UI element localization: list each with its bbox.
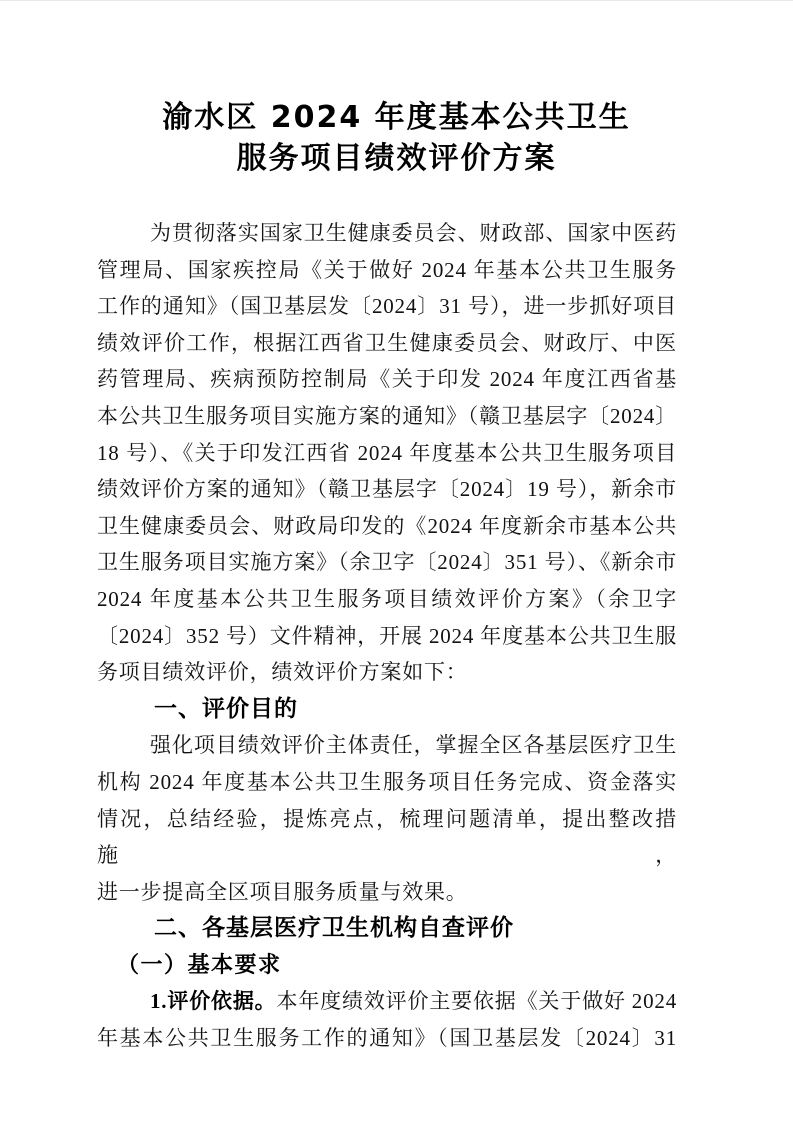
- body-line: 务项目绩效评价，绩效评价方案如下：: [97, 660, 468, 685]
- body-line: 管理局、国家疾控局《关于做好 2024 年基本公共卫生服务: [97, 257, 677, 282]
- body-line: 〔2024〕352 号）文件精神，开展 2024 年度基本公共卫生服: [97, 623, 677, 648]
- body-line: 本公共卫生服务项目实施方案的通知》（赣卫基层字〔2024〕: [97, 403, 677, 428]
- text-column: [97, 215, 677, 1057]
- item-lead-evaluation-basis: 1.评价依据。: [150, 989, 277, 1014]
- body-line: 年基本公共卫生服务工作的通知》（国卫基层发〔2024〕31: [97, 1026, 677, 1051]
- item-text: 本年度绩效评价主要依据《关于做好 2024: [276, 989, 677, 1014]
- body-line: 卫生健康委员会、财政局印发的《2024 年度新余市基本公共: [97, 513, 677, 538]
- body-line: 绩效评价工作，根据江西省卫生健康委员会、财政厅、中医: [97, 330, 677, 355]
- body-line: 2024 年度基本公共卫生服务项目绩效评价方案》（余卫字: [97, 586, 677, 611]
- body-line: 绩效评价方案的通知》（赣卫基层字〔2024〕19 号），新余市: [97, 477, 677, 502]
- title-line-1: 渝水区 2024 年度基本公共卫生: [162, 100, 631, 135]
- heading-self-check-evaluation: 二、各基层医疗卫生机构自查评价: [154, 915, 514, 942]
- body-line: 卫生服务项目实施方案》（余卫字〔2024〕351 号）、《新余市: [97, 550, 677, 575]
- document-title: [0, 97, 793, 179]
- body-line: [97, 983, 677, 1020]
- body-line: 药管理局、疾病预防控制局《关于印发 2024 年度江西省基: [97, 367, 677, 392]
- body-line: 情况，总结经验，提炼亮点，梳理问题清单，提出整改措施，: [97, 806, 677, 868]
- title-line-2: 服务项目绩效评价方案: [236, 141, 557, 176]
- body-line: 工作的通知》（国卫基层发〔2024〕31 号），进一步抓好项目: [97, 294, 677, 319]
- body-line: 机构 2024 年度基本公共卫生服务项目任务完成、资金落实: [97, 769, 677, 794]
- body-line: 进一步提高全区项目服务质量与效果。: [97, 879, 468, 904]
- heading-evaluation-purpose: 一、评价目的: [154, 695, 298, 722]
- subheading-basic-requirements: （一）基本要求: [117, 951, 282, 977]
- body-line: 18 号）、《关于印发江西省 2024 年度基本公共卫生服务项目: [97, 440, 677, 465]
- body-line: 强化项目绩效评价主体责任，掌握全区各基层医疗卫生: [150, 733, 677, 758]
- body-line: 为贯彻落实国家卫生健康委员会、财政部、国家中医药: [150, 221, 677, 245]
- document-body: [0, 215, 793, 1057]
